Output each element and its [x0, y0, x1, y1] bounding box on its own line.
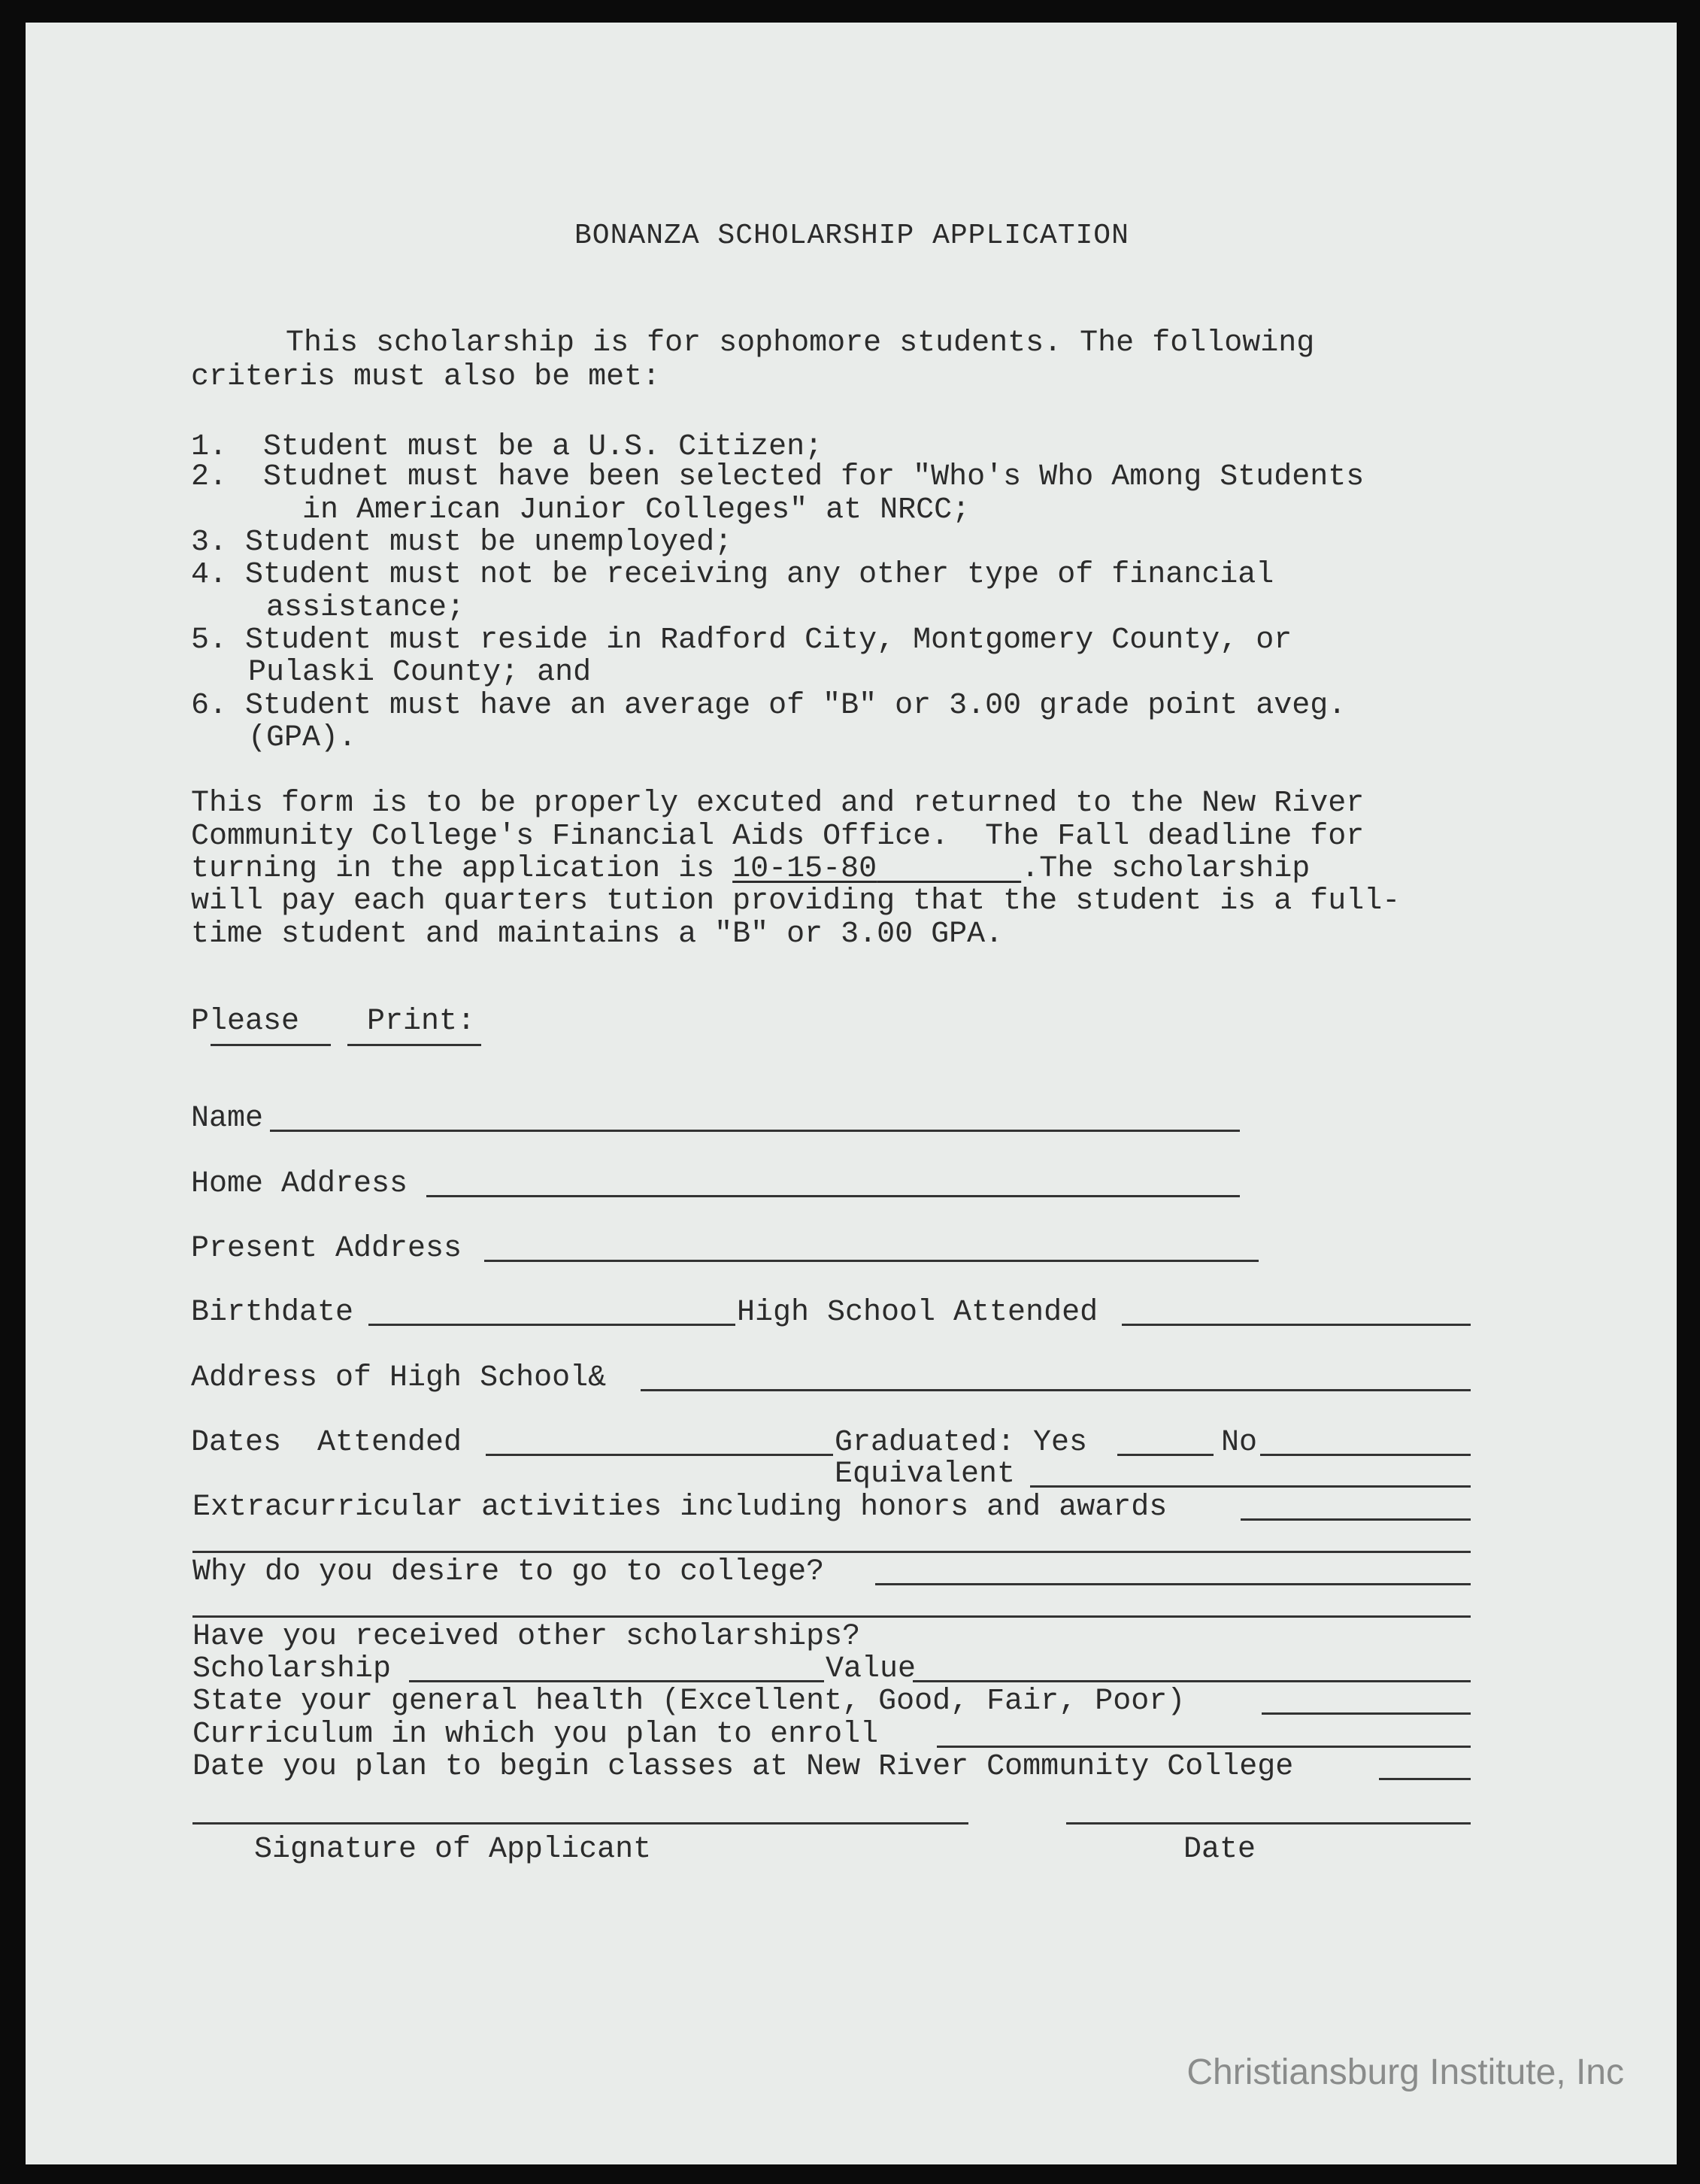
instructions-line-5: time student and maintains a "B" or 3.00 GPA. — [191, 918, 1004, 951]
instructions-line-3: turning in the application is 10-15-80 .The scholarship — [191, 852, 1311, 886]
signature-field[interactable] — [192, 1822, 968, 1825]
begin-date-field[interactable] — [1379, 1778, 1471, 1780]
value-field[interactable] — [913, 1680, 1471, 1682]
graduated-label: Graduated: Yes — [835, 1426, 1088, 1460]
name-field[interactable] — [270, 1130, 1240, 1132]
home-address-label: Home Address — [191, 1167, 408, 1201]
name-label: Name — [191, 1102, 264, 1136]
date-field[interactable] — [1066, 1822, 1471, 1825]
dates-attended-label: Dates Attended — [191, 1426, 462, 1460]
dates-attended-field[interactable] — [486, 1454, 833, 1456]
extracurricular-label: Extracurricular activities including honors and awards — [192, 1491, 1168, 1524]
extracurricular-field-line-2[interactable] — [192, 1551, 1471, 1553]
graduated-no-label: No — [1221, 1426, 1258, 1460]
instructions-line-2: Community College's Financial Aids Office. The Fall deadline for — [191, 820, 1365, 854]
high-school-field[interactable] — [1122, 1324, 1471, 1326]
value-label: Value — [826, 1652, 917, 1686]
criterion-4-cont: assistance; — [266, 591, 465, 625]
criterion-5: 5. Student must reside in Radford City, Montgomery County, or — [191, 623, 1292, 657]
birthdate-field[interactable] — [368, 1324, 735, 1326]
why-college-field[interactable] — [875, 1583, 1471, 1585]
scholarship-label: Scholarship — [192, 1652, 392, 1686]
criterion-5-cont: Pulaski County; and — [248, 656, 592, 690]
equivalent-label: Equivalent — [835, 1458, 1016, 1491]
criterion-6: 6. Student must have an average of "B" or 3.00 grade point aveg. — [191, 689, 1347, 723]
why-college-field-line-2[interactable] — [192, 1615, 1471, 1618]
criterion-2: 2. Studnet must have been selected for "Who's Who Among Students — [191, 460, 1365, 494]
intro-line-1: This scholarship is for sophomore students. The following — [286, 326, 1315, 360]
curriculum-field[interactable] — [937, 1746, 1471, 1748]
form-title: BONANZA SCHOLARSHIP APPLICATION — [574, 220, 1129, 252]
intro-line-2: criteris must also be met: — [191, 360, 661, 394]
instructions-line-4: will pay each quarters tution providing that the student is a full- — [191, 884, 1401, 918]
instructions-line-1: This form is to be properly excuted and returned to the New River — [191, 787, 1365, 821]
birthdate-label: Birthdate — [191, 1296, 354, 1330]
please-label: Please — [191, 1005, 300, 1039]
criterion-3: 3. Student must be unemployed; — [191, 526, 733, 560]
health-label: State your general health (Excellent, Good, Fair, Poor) — [192, 1685, 1186, 1718]
health-field[interactable] — [1262, 1712, 1471, 1715]
print-label: Print: — [367, 1005, 476, 1039]
application-form-page — [26, 23, 1677, 2164]
present-address-label: Present Address — [191, 1232, 462, 1266]
hs-address-field[interactable] — [641, 1389, 1471, 1391]
criterion-2-cont: in American Junior Colleges" at NRCC; — [302, 493, 971, 527]
why-college-label: Why do you desire to go to college? — [192, 1555, 825, 1589]
hs-address-label: Address of High School& — [191, 1361, 607, 1395]
date-label: Date — [1183, 1833, 1256, 1867]
graduated-yes-field[interactable] — [1117, 1454, 1214, 1456]
high-school-label: High School Attended — [737, 1296, 1098, 1330]
please-underline — [211, 1044, 331, 1046]
archive-watermark: Christiansburg Institute, Inc — [1186, 2052, 1624, 2092]
print-underline — [347, 1044, 481, 1046]
graduated-no-field[interactable] — [1260, 1454, 1471, 1456]
present-address-field[interactable] — [484, 1260, 1259, 1262]
criterion-1: 1. Student must be a U.S. Citizen; — [191, 430, 823, 464]
signature-label: Signature of Applicant — [254, 1833, 652, 1867]
deadline-date: 10-15-80 — [732, 852, 877, 886]
extracurricular-field[interactable] — [1241, 1518, 1471, 1521]
criterion-6-cont: (GPA). — [248, 721, 357, 755]
begin-date-label: Date you plan to begin classes at New River Community College — [192, 1750, 1294, 1784]
other-scholarships-label: Have you received other scholarships? — [192, 1620, 861, 1654]
scholarship-field[interactable] — [409, 1680, 824, 1682]
curriculum-label: Curriculum in which you plan to enroll — [192, 1718, 879, 1752]
home-address-field[interactable] — [426, 1195, 1240, 1197]
equivalent-field[interactable] — [1030, 1485, 1471, 1488]
criterion-4: 4. Student must not be receiving any other type of financial — [191, 558, 1274, 592]
